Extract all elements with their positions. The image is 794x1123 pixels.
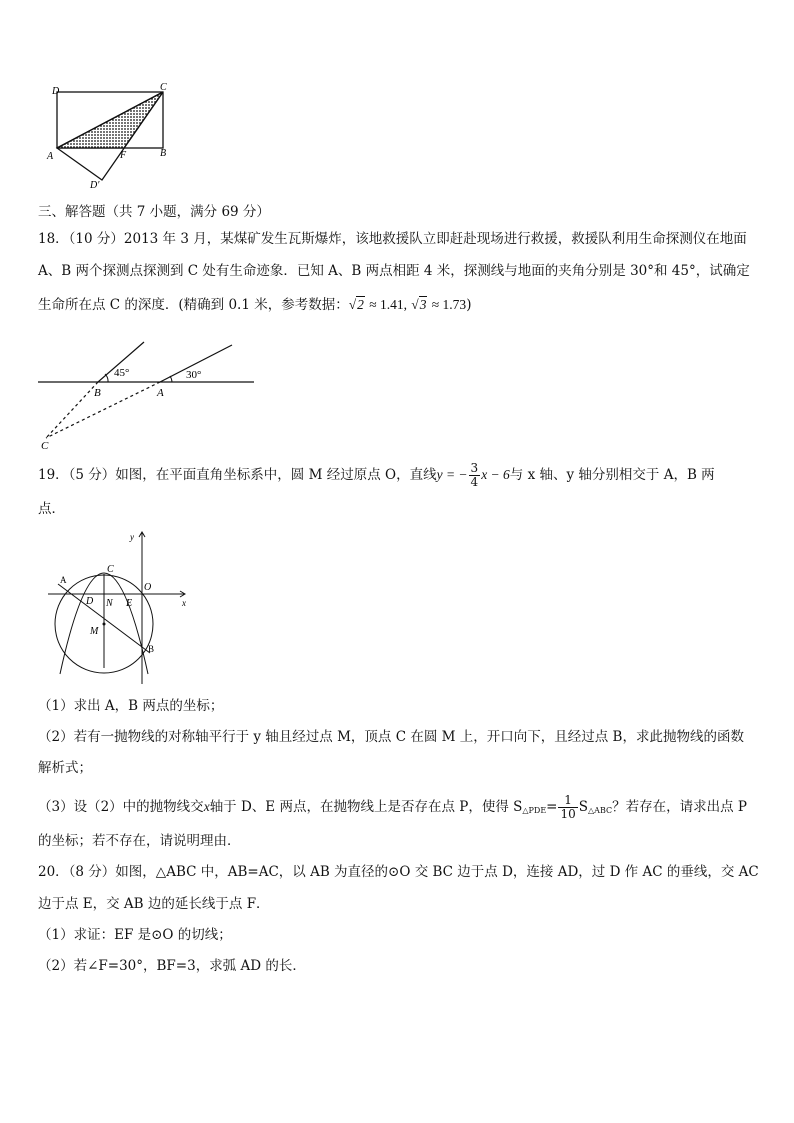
figure-fold-rectangle xyxy=(40,80,180,192)
q18-line3-text: 生命所在点 C 的深度．(精确到 0.1 米，参考数据： xyxy=(38,297,349,313)
q20-line2: 边于点 E，交 AB 边的延长线于点 F． xyxy=(38,896,270,912)
sqrt-2: √2 xyxy=(348,297,364,312)
figure-detection-angles xyxy=(36,338,260,452)
dash-ac xyxy=(46,382,160,438)
angle-45: 45° xyxy=(114,367,130,379)
dash-bc xyxy=(46,382,98,438)
q20-part2: （2）若∠F=30°，BF=3，求弧 AD 的长． xyxy=(38,958,306,974)
q19-pre: 19．（5 分）如图，在平面直角坐标系中，圆 M 经过原点 O，直线 xyxy=(38,467,437,483)
label-b: B xyxy=(148,644,155,654)
label-c: C xyxy=(107,564,114,575)
label-b: B xyxy=(94,387,101,399)
var-x: x xyxy=(203,799,210,814)
q19-part2-line2: 解析式； xyxy=(38,760,92,776)
label-e: E xyxy=(126,598,133,609)
q19-line1 xyxy=(38,462,715,489)
label-a: A xyxy=(157,387,164,399)
label-c: C xyxy=(160,82,167,93)
eq-rest: x − 6 xyxy=(481,467,510,482)
s-abc: S xyxy=(578,799,589,815)
eq-sign: = xyxy=(546,799,558,815)
label-f: F xyxy=(120,150,127,161)
q19-part3-line2: 的坐标；若不存在，请说明理由． xyxy=(38,833,241,849)
q19-part1: （1）求出 A，B 两点的坐标； xyxy=(38,698,224,714)
sqrt-3: √3 xyxy=(411,297,427,312)
q18-close: ) xyxy=(466,297,472,313)
q18-line2: A、B 两个探测点探测到 C 处有生命迹象．已知 A、B 两点相距 4 米，探测线与地面的夹角分别是 30°和 45°，试确定 xyxy=(38,263,750,279)
label-b: B xyxy=(160,148,167,159)
label-y: y xyxy=(130,532,134,542)
label-o: O xyxy=(144,582,152,593)
arc-30 xyxy=(170,376,172,382)
q19-part2-line1: （2）若有一抛物线的对称轴平行于 y 轴且经过点 M，顶点 C 在圆 M 上，开口向下，且经过点 B，求此抛物线的函数 xyxy=(38,729,744,745)
q19-part3-post: ？若存在，请求出点 P xyxy=(612,799,747,815)
point-m xyxy=(103,623,106,626)
approx-1: ≈ 1.41, xyxy=(369,297,407,312)
approx-2: ≈ 1.73 xyxy=(431,297,467,312)
label-d: D xyxy=(86,596,94,607)
q19-post: 与 x 轴、y 轴分别相交于 A，B 两 xyxy=(509,467,715,483)
label-m: M xyxy=(90,626,99,637)
label-a: A xyxy=(47,151,54,162)
figure-circle-parabola xyxy=(44,528,196,688)
label-n: N xyxy=(106,598,113,609)
eq-y: y = − xyxy=(436,467,468,482)
angle-30: 30° xyxy=(186,369,202,381)
label-d-prime: D′ xyxy=(90,180,100,191)
frac-1-10: $\frac{1}{10}$ xyxy=(560,793,576,821)
q20-part1: （1）求证：EF 是⊙O 的切线； xyxy=(38,927,232,943)
label-x: x xyxy=(182,598,186,608)
sub-pde: △PDE xyxy=(522,806,547,815)
sub-abc: △ABC xyxy=(588,806,613,815)
arc-45 xyxy=(105,374,108,382)
section-title: 三、解答题（共 7 小题，满分 69 分） xyxy=(38,204,270,220)
q19-part3-mid: 轴于 D、E 两点，在抛物线上是否存在点 P，使得 S xyxy=(209,799,523,815)
q18-line3 xyxy=(38,296,471,314)
label-a: A xyxy=(60,575,67,585)
q19-part3-pre: （3）设（2）中的抛物线交 xyxy=(38,799,204,815)
q19-part3-line1 xyxy=(38,794,747,821)
q19-line2: 点． xyxy=(38,501,65,517)
label-c: C xyxy=(41,440,49,452)
q20-line1: 20．（8 分）如图，△ABC 中，AB=AC，以 AB 为直径的⊙O 交 BC 边于点 D，连接 AD，过 D 作 AC 的垂线，交 AC xyxy=(38,864,759,880)
eq-frac: $\frac{3}{4}$ xyxy=(470,461,479,489)
q18-line1: 18．（10 分）2013 年 3 月，某煤矿发生瓦斯爆炸，该地救援队立即赶赴现场进行救援，救援队利用生命探测仪在地面 xyxy=(38,231,747,247)
label-d: D xyxy=(52,86,60,97)
